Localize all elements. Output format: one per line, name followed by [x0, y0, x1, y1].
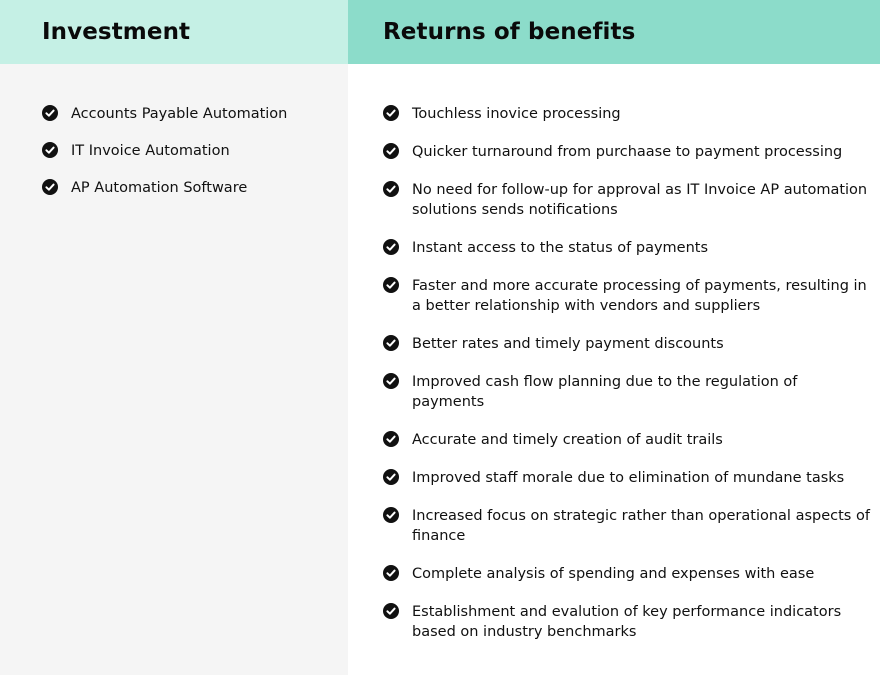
list-item — [383, 334, 870, 354]
check-circle-icon — [42, 142, 58, 158]
returns-column — [348, 0, 880, 675]
list-item-text: Faster and more accurate processing of payments, resulting in a better relationship with vendors and suppliers — [412, 278, 867, 314]
check-circle-icon — [383, 507, 399, 523]
list-item-text: Complete analysis of spending and expenses with ease — [412, 566, 815, 582]
list-item-text: Instant access to the status of payments — [412, 240, 709, 256]
list-item-text: Accurate and timely creation of audit trails — [412, 432, 723, 448]
list-item — [42, 178, 348, 198]
check-circle-icon — [383, 373, 399, 389]
check-circle-icon — [383, 335, 399, 351]
list-item-text: Accounts Payable Automation — [71, 106, 288, 122]
list-item — [383, 602, 870, 642]
list-item — [383, 238, 870, 258]
list-item — [383, 180, 870, 220]
list-item — [383, 506, 870, 546]
list-item — [383, 104, 870, 124]
list-item — [383, 372, 870, 412]
check-circle-icon — [383, 603, 399, 619]
list-item-text: Increased focus on strategic rather than operational aspects of finance — [412, 508, 870, 544]
investment-list — [0, 64, 348, 198]
check-circle-icon — [383, 105, 399, 121]
list-item-text: Establishment and evalution of key performance indicators based on industry benchmarks — [412, 604, 842, 640]
list-item-text: No need for follow-up for approval as IT Invoice AP automation solutions sends notifications — [412, 182, 868, 218]
check-circle-icon — [383, 431, 399, 447]
check-circle-icon — [42, 105, 58, 121]
list-item-text: AP Automation Software — [71, 180, 248, 196]
returns-list — [348, 64, 880, 642]
investment-column — [0, 0, 348, 675]
check-circle-icon — [383, 469, 399, 485]
list-item-text: Quicker turnaround from purchaase to payment processing — [412, 144, 843, 160]
list-item-text: IT Invoice Automation — [71, 143, 230, 159]
check-circle-icon — [383, 239, 399, 255]
list-item-text: Improved staff morale due to elimination of mundane tasks — [412, 470, 845, 486]
returns-title: Returns of benefits — [383, 19, 636, 45]
list-item — [42, 141, 348, 161]
check-circle-icon — [383, 143, 399, 159]
list-item — [383, 564, 870, 584]
investment-title: Investment — [42, 19, 191, 45]
list-item — [383, 276, 870, 316]
check-circle-icon — [383, 277, 399, 293]
list-item-text: Improved cash flow planning due to the regulation of payments — [412, 374, 798, 410]
list-item-text: Better rates and timely payment discounts — [412, 336, 724, 352]
list-item — [383, 142, 870, 162]
list-item — [383, 468, 870, 488]
returns-header — [348, 0, 880, 64]
check-circle-icon — [383, 181, 399, 197]
list-item-text: Touchless inovice processing — [412, 106, 621, 122]
list-item — [42, 104, 348, 124]
check-circle-icon — [383, 565, 399, 581]
list-item — [383, 430, 870, 450]
investment-header — [0, 0, 348, 64]
check-circle-icon — [42, 179, 58, 195]
